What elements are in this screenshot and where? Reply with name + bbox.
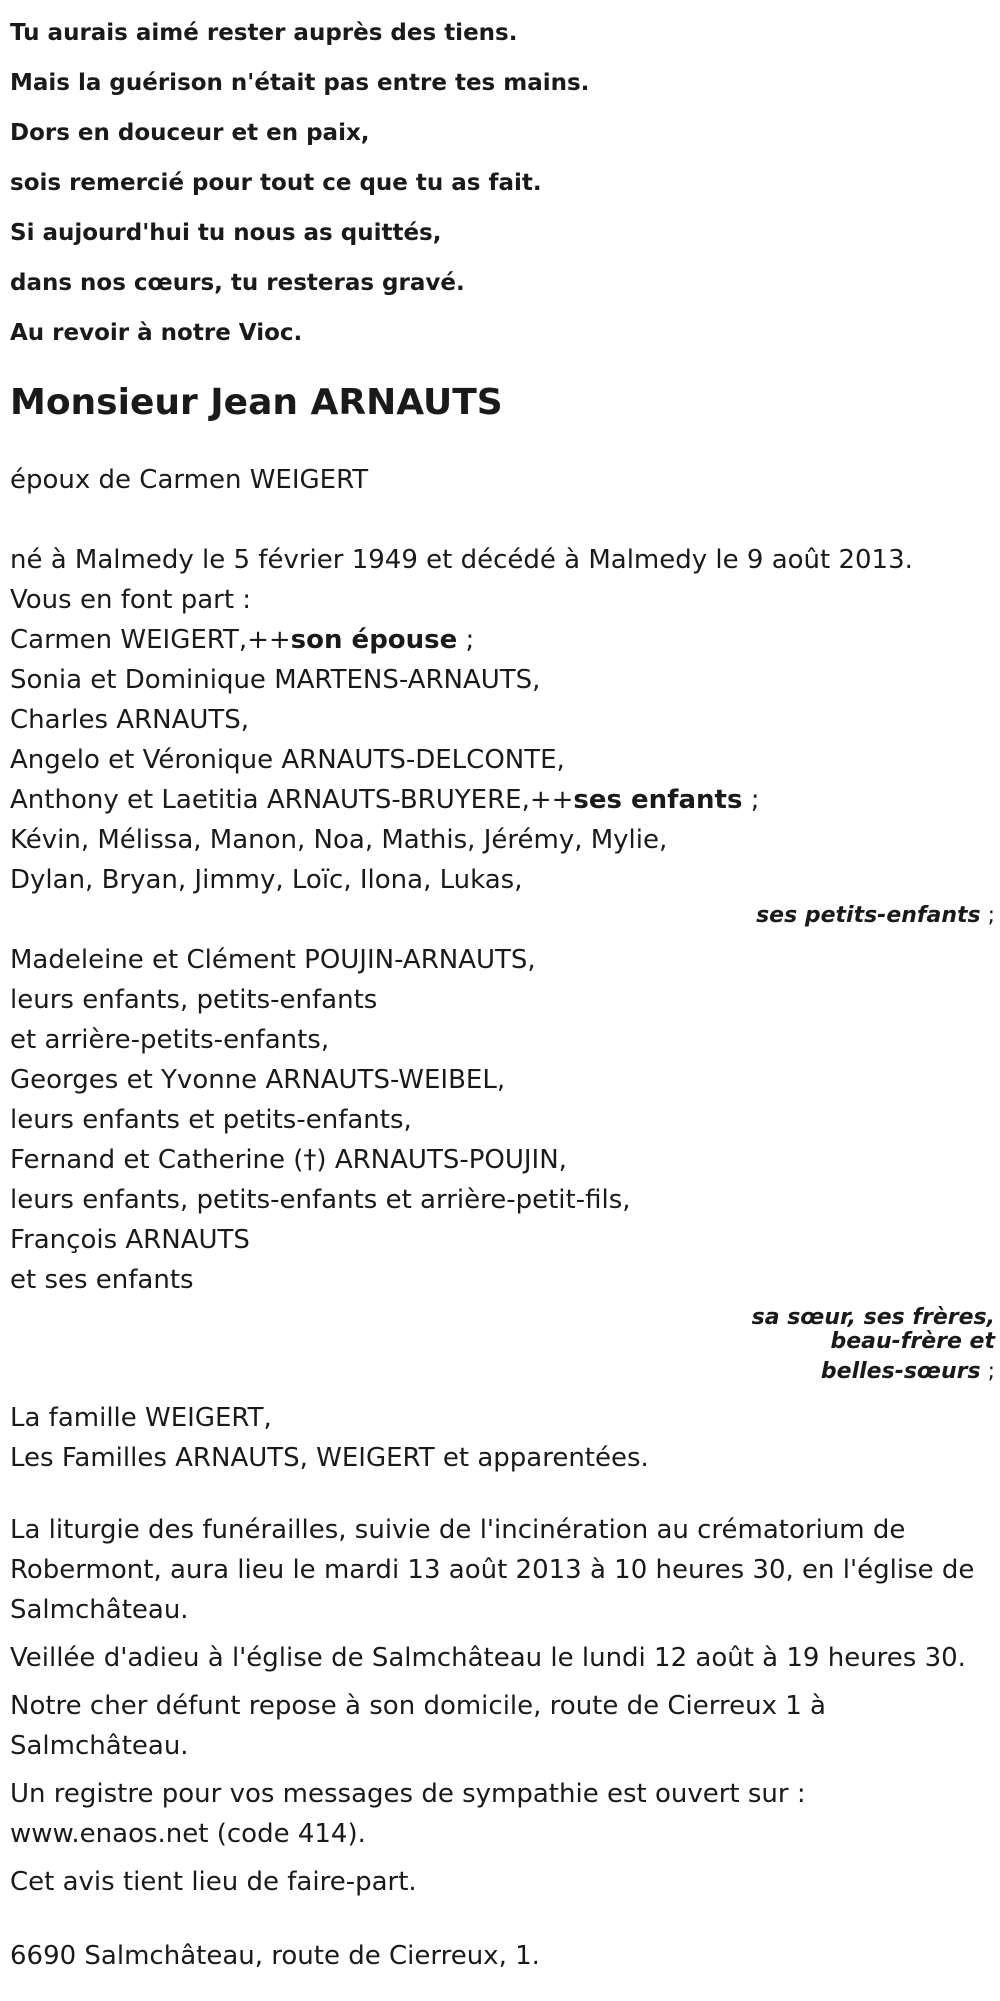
child-name: Anthony et Laetitia ARNAUTS-BRUYERE,++: [10, 785, 574, 815]
sibling-line: Georges et Yvonne ARNAUTS-WEIBEL,: [10, 1065, 506, 1095]
sibling-line: leurs enfants, petits-enfants: [10, 985, 378, 1015]
announce-line: Vous en font part :: [10, 585, 252, 615]
separator: ;: [742, 785, 760, 815]
poem-line: Dors en douceur et en paix,: [10, 120, 370, 146]
child-line: Charles ARNAUTS,: [10, 705, 250, 735]
grandchildren-role-label: ses petits-enfants: [756, 903, 981, 928]
poem-line: dans nos cœurs, tu resteras gravé.: [10, 270, 465, 296]
resting-place-info: Notre cher défunt repose à son domicile, route de Cierreux 1 à Salmchâteau.: [10, 1691, 826, 1761]
sibling-line: et arrière-petits-enfants,: [10, 1025, 330, 1055]
notice-line: Cet avis tient lieu de faire-part.: [10, 1867, 417, 1897]
address-line: 6690 Salmchâteau, route de Cierreux, 1.: [10, 1941, 540, 1971]
poem-line: Tu aurais aimé rester auprès des tiens.: [10, 20, 518, 46]
separator: ;: [457, 625, 475, 655]
poem-line: Mais la guérison n'était pas entre tes mains.: [10, 70, 590, 96]
grandchildren-line: Dylan, Bryan, Jimmy, Loïc, Ilona, Lukas,: [10, 865, 523, 895]
spouse-role: son épouse: [290, 625, 458, 655]
vigil-info: Veillée d'adieu à l'église de Salmchâteau le lundi 12 août à 19 heures 30.: [10, 1643, 966, 1673]
spouse-name: Carmen WEIGERT,++: [10, 625, 291, 655]
deceased-name: Monsieur Jean ARNAUTS: [10, 382, 503, 423]
children-entry: [10, 780, 995, 820]
sibling-line: Fernand et Catherine (†) ARNAUTS-POUJIN,: [10, 1145, 567, 1175]
sibling-line: leurs enfants et petits-enfants,: [10, 1105, 412, 1135]
children-role: ses enfants: [573, 785, 743, 815]
poem-line: Si aujourd'hui tu nous as quittés,: [10, 220, 442, 246]
siblings-role-line: belles-sœurs: [820, 1359, 981, 1384]
funeral-info: La liturgie des funérailles, suivie de l'incinération au crématorium de Robermont, aura lieu le mardi 13 août 2013 à 10 heures 30, en l'église de Salmchâteau.: [10, 1515, 975, 1625]
siblings-role-line: sa sœur, ses frères,: [751, 1305, 995, 1330]
grandchildren-role: [10, 904, 995, 928]
poem-line: sois remercié pour tout ce que tu as fait.: [10, 170, 542, 196]
sibling-line: Madeleine et Clément POUJIN-ARNAUTS,: [10, 945, 536, 975]
birth-death-line: né à Malmedy le 5 février 1949 et décédé à Malmedy le 9 août 2013.: [10, 545, 913, 575]
sibling-line: et ses enfants: [10, 1265, 194, 1295]
poem: [10, 8, 995, 358]
separator: ;: [980, 903, 995, 928]
spouse-entry: [10, 620, 995, 660]
child-line: Angelo et Véronique ARNAUTS-DELCONTE,: [10, 745, 565, 775]
child-line: Sonia et Dominique MARTENS-ARNAUTS,: [10, 665, 541, 695]
sibling-line: leurs enfants, petits-enfants et arrière-petit-fils,: [10, 1185, 631, 1215]
family-line: La famille WEIGERT,: [10, 1403, 272, 1433]
obituary-notice: [10, 0, 995, 1976]
siblings-role-end: [10, 1360, 995, 1384]
family-line: Les Familles ARNAUTS, WEIGERT et apparentées.: [10, 1443, 649, 1473]
grandchildren-line: Kévin, Mélissa, Manon, Noa, Mathis, Jérémy, Mylie,: [10, 825, 668, 855]
siblings-role-line: beau-frère et: [830, 1329, 995, 1354]
spouse-line: époux de Carmen WEIGERT: [10, 465, 369, 495]
sibling-line: François ARNAUTS: [10, 1225, 250, 1255]
siblings-role: [10, 1306, 995, 1384]
poem-line: Au revoir à notre Vioc.: [10, 320, 303, 346]
registry-info: Un registre pour vos messages de sympathie est ouvert sur : www.enaos.net (code 414).: [10, 1779, 806, 1849]
separator: ;: [980, 1359, 995, 1384]
